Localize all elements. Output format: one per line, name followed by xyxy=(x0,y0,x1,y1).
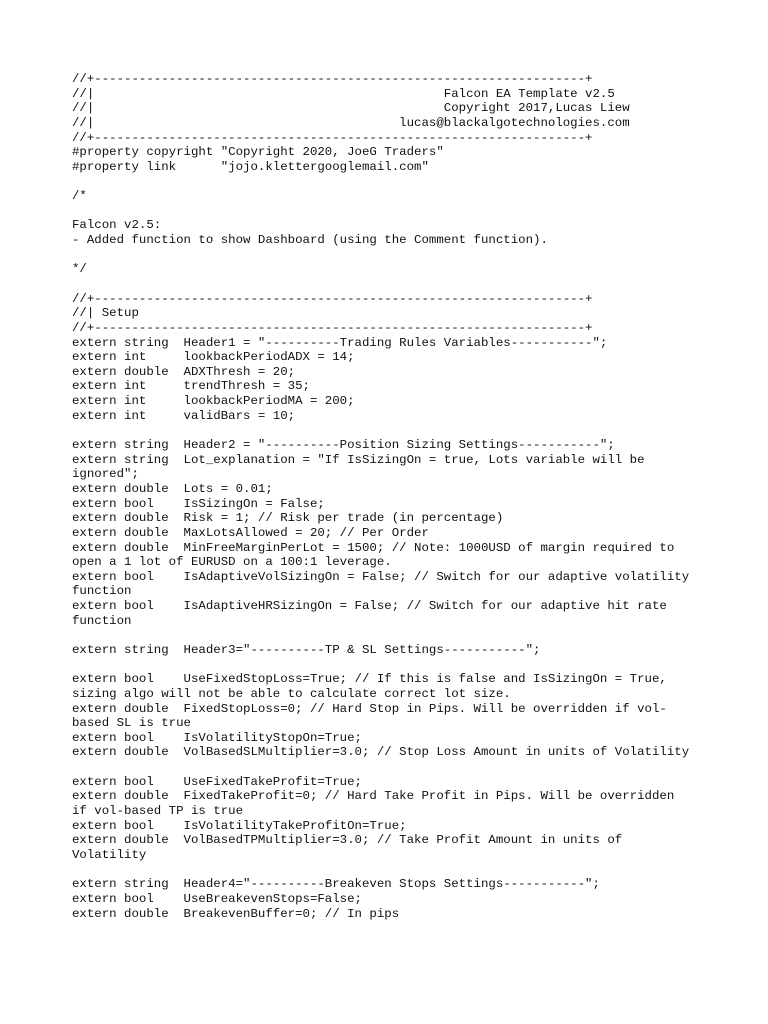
code-line: function xyxy=(72,584,132,599)
code-line: extern int trendThresh = 35; xyxy=(72,379,310,394)
code-line: extern double FixedStopLoss=0; // Hard Stop in Pips. Will be overridden if vol- xyxy=(72,701,667,716)
code-line: if vol-based TP is true xyxy=(72,804,244,819)
code-line xyxy=(72,174,712,189)
code-line: based SL is true xyxy=(72,716,191,731)
code-line: //+------------------------------------------------------------------+ xyxy=(72,291,593,306)
code-line: ignored"; xyxy=(72,467,139,482)
code-line xyxy=(72,760,712,775)
code-line: function xyxy=(72,613,132,628)
code-line: extern bool IsAdaptiveVolSizingOn = False; // Switch for our adaptive volatility xyxy=(72,569,690,584)
code-line: extern int validBars = 10; xyxy=(72,408,296,423)
code-line xyxy=(72,863,712,878)
code-line xyxy=(72,423,712,438)
code-line: //+------------------------------------------------------------------+ xyxy=(72,320,593,335)
code-line: //| lucas@blackalgotechnologies.com xyxy=(72,115,630,130)
code-line: extern bool IsSizingOn = False; xyxy=(72,496,325,511)
code-line: extern double Lots = 0.01; xyxy=(72,481,273,496)
code-line: #property link "jojo.klettergooglemail.com" xyxy=(72,159,429,174)
code-line: //| Copyright 2017,Lucas Liew xyxy=(72,101,630,116)
code-line: extern double BreakevenBuffer=0; // In pips xyxy=(72,906,400,921)
code-line: extern bool UseFixedStopLoss=True; // If this is false and IsSizingOn = True, xyxy=(72,672,667,687)
code-line: extern int lookbackPeriodADX = 14; xyxy=(72,350,355,365)
code-line: extern double ADXThresh = 20; xyxy=(72,364,296,379)
code-line: /* xyxy=(72,189,87,204)
code-line: extern double Risk = 1; // Risk per trade (in percentage) xyxy=(72,511,504,526)
code-line: extern double VolBasedSLMultiplier=3.0; // Stop Loss Amount in units of Volatility xyxy=(72,745,690,760)
code-line: extern string Lot_explanation = "If IsSizingOn = true, Lots variable will be xyxy=(72,452,645,467)
code-line: extern bool IsAdaptiveHRSizingOn = False; // Switch for our adaptive hit rate xyxy=(72,599,667,614)
code-line: //+------------------------------------------------------------------+ xyxy=(72,130,593,145)
code-line: sizing algo will not be able to calculate correct lot size. xyxy=(72,686,511,701)
code-line: extern double VolBasedTPMultiplier=3.0; // Take Profit Amount in units of xyxy=(72,833,623,848)
code-line: //| Setup xyxy=(72,306,139,321)
code-document xyxy=(72,72,712,921)
code-line: #property copyright "Copyright 2020, JoeG Traders" xyxy=(72,145,444,160)
code-line: extern bool IsVolatilityStopOn=True; xyxy=(72,730,362,745)
code-line xyxy=(72,204,712,219)
code-line: Volatility xyxy=(72,847,147,862)
code-line: //| Falcon EA Template v2.5 xyxy=(72,86,615,101)
code-line: open a 1 lot of EURUSD on a 100:1 leverage. xyxy=(72,555,392,570)
code-line: extern string Header3="----------TP & SL Settings-----------"; xyxy=(72,642,541,657)
code-line: extern string Header1 = "----------Trading Rules Variables-----------"; xyxy=(72,335,608,350)
code-line: extern bool UseBreakevenStops=False; xyxy=(72,891,362,906)
code-line: extern string Header4="----------Breakeven Stops Settings-----------"; xyxy=(72,877,600,892)
code-line: extern double FixedTakeProfit=0; // Hard Take Profit in Pips. Will be overridden xyxy=(72,789,675,804)
code-line: extern double MaxLotsAllowed = 20; // Per Order xyxy=(72,525,429,540)
code-line: extern string Header2 = "----------Position Sizing Settings-----------"; xyxy=(72,438,615,453)
code-line: extern bool UseFixedTakeProfit=True; xyxy=(72,774,362,789)
code-line: extern double MinFreeMarginPerLot = 1500; // Note: 1000USD of margin required to xyxy=(72,540,675,555)
code-line xyxy=(72,628,712,643)
code-line: - Added function to show Dashboard (using the Comment function). xyxy=(72,233,548,248)
code-line: extern int lookbackPeriodMA = 200; xyxy=(72,394,355,409)
code-line: //+------------------------------------------------------------------+ xyxy=(72,72,593,86)
code-line: Falcon v2.5: xyxy=(72,218,162,233)
code-line xyxy=(72,658,712,673)
code-line xyxy=(72,277,712,292)
code-line: */ xyxy=(72,262,87,277)
code-line: extern bool IsVolatilityTakeProfitOn=True; xyxy=(72,818,407,833)
code-line xyxy=(72,248,712,263)
